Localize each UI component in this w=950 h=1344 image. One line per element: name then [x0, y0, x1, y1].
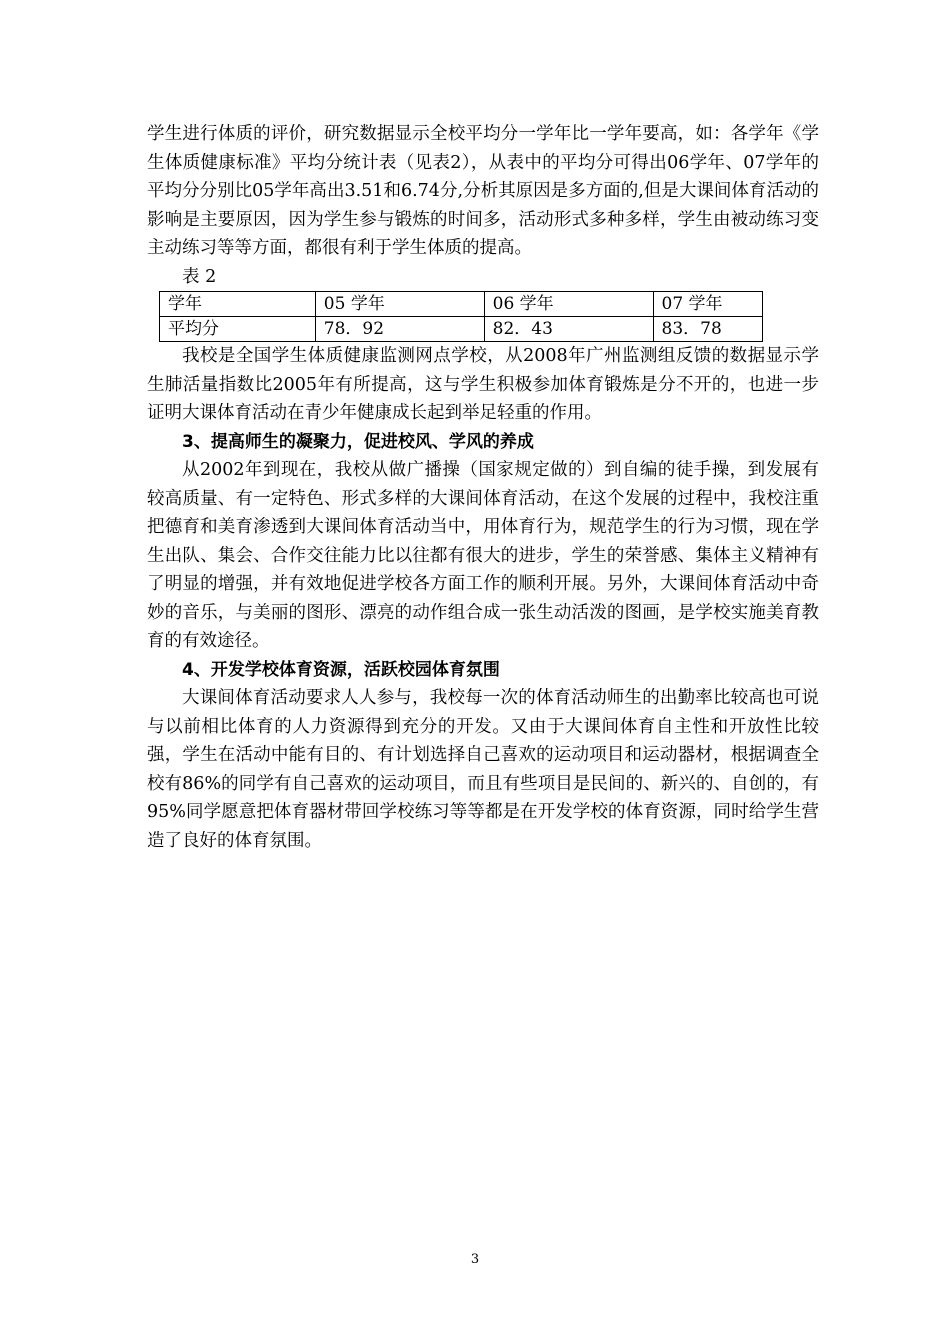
paragraph-school-spirit: 从2002年到现在，我校从做广播操（国家规定做的）到自编的徒手操，到发展有较高质量、有一定特色、形式多样的大课间体育活动，在这个发展的过程中，我校注重把德育和美育渗透到大课间体育活动当中，用体育行为，规范学生的行为习惯，现在学生出队、集会、合作交往能力比以往都有很大的进步，学生的荣誉感、集体主义精神有了明显的增强，并有效地促进学校各方面工作的顺利开展。另外，大课间体育活动中奇妙的音乐，与美丽的图形、漂亮的动作组合成一张生动活泼的图画，是学校实施美育教育的有效途径。 — [147, 460, 819, 651]
table-cell: 83．78 — [653, 317, 763, 342]
table-cell: 05 学年 — [315, 292, 484, 317]
table-cell: 82．43 — [484, 317, 653, 342]
section-heading-3: 3、提高师生的凝聚力，促进校风、学风的养成 — [182, 431, 534, 452]
document-body — [147, 120, 819, 855]
page-number: 3 — [470, 1252, 480, 1267]
paragraph-sports-resources: 大课间体育活动要求人人参与，我校每一次的体育活动师生的出勤率比较高也可说与以前相比体育的人力资源得到充分的开发。又由于大课间体育自主性和开放性比较强，学生在活动中能有目的、有计划选择自己喜欢的运动项目和运动器材，根据调查全校有86%的同学有自己喜欢的运动项目，而且有些项目是民间的、新兴的、自创的，有95%同学愿意把体育器材带回学校练习等等都是在开发学校的体育资源，同时给学生营造了良好的体育氛围。 — [147, 688, 819, 851]
paragraph-monitoring-school: 我校是全国学生体质健康监测网点学校，从2008年广州监测组反馈的数据显示学生肺活量指数比2005年有所提高，这与学生积极参加体育锻炼是分不开的，也进一步证明大课体育活动在青少年健康成长起到举足轻重的作用。 — [147, 346, 819, 423]
average-score-table — [159, 291, 763, 342]
table-row — [160, 292, 763, 317]
paragraph-physical-evaluation: 学生进行体质的评价，研究数据显示全校平均分一学年比一学年要高，如：各学年《学生体质健康标准》平均分统计表（见表2），从表中的平均分可得出06学年、07学年的平均分分别比05学年高出3.51和6.74分,分析其原因是多方面的,但是大课间体育活动的影响是主要原因，因为学生参与锻炼的时间多，活动形式多种多样，学生由被动练习变主动练习等等方面，都很有利于学生体质的提高。 — [147, 124, 819, 258]
table-cell: 07 学年 — [653, 292, 763, 317]
table-cell: 平均分 — [160, 317, 316, 342]
table-cell: 学年 — [160, 292, 316, 317]
table-cell: 06 学年 — [484, 292, 653, 317]
table-caption: 表 2 — [182, 266, 217, 287]
table-row — [160, 317, 763, 342]
table-cell: 78．92 — [315, 317, 484, 342]
section-heading-4: 4、开发学校体育资源，活跃校园体育氛围 — [182, 659, 500, 680]
